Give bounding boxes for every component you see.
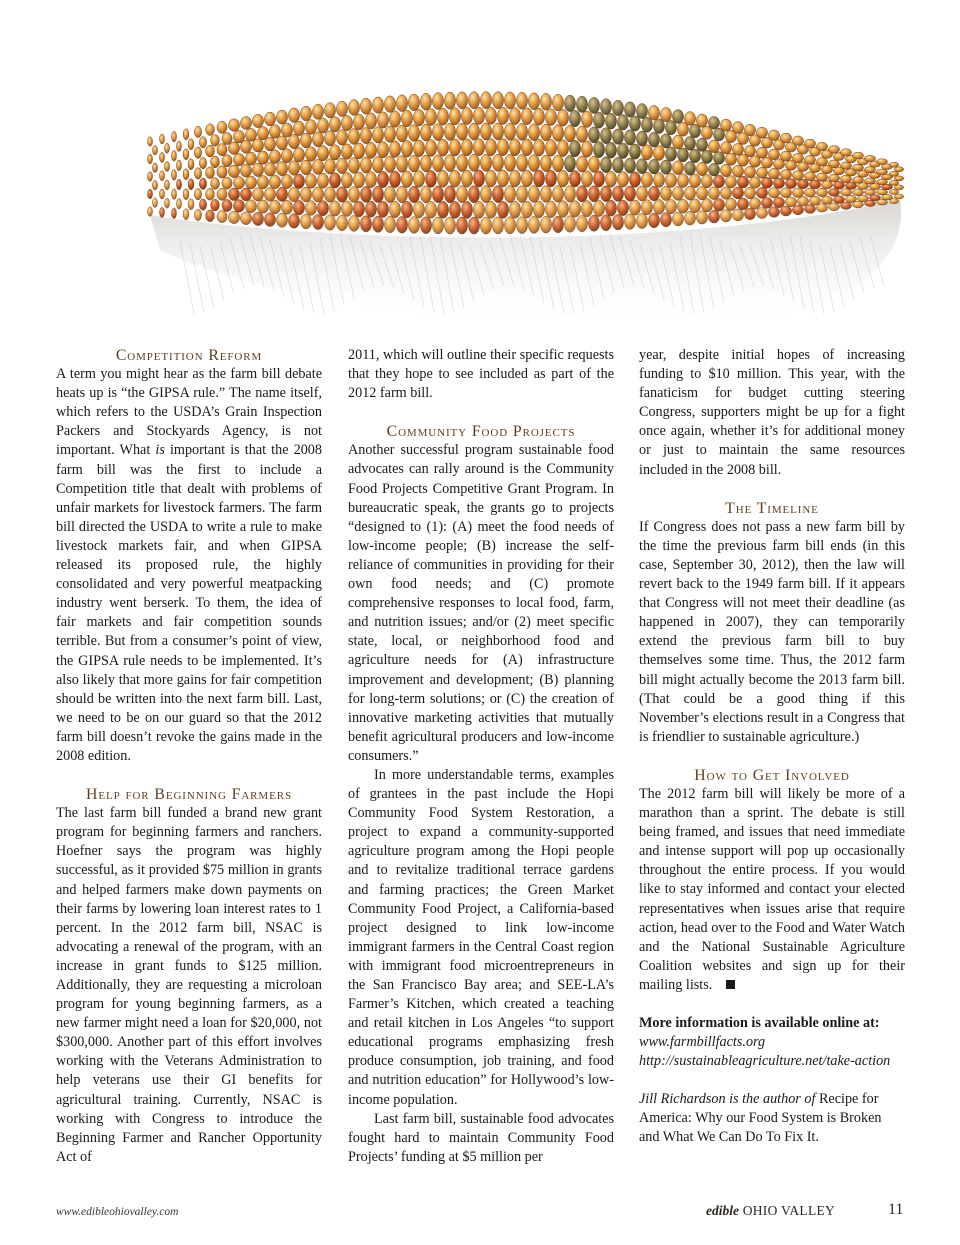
competition-text-b: important is that the 2008 farm bill was the first to include a Competition title that dealt with problems of unfair markets for livestock farmers. The farm bill directed the USDA to write a rule to make livestock markets fair, and when GIPSA released its proposed rule, the highly consolidated and very powerful meatpacking industry went berserk. To them, the idea of fair markets and fair competition sounds terrible. But from a consumer’s point of view, the GIPSA rule needs to be implemented. It’s also likely that more gains for fair competition should be written into the next farm bill. Last, we need to be on our guard so that the 2012 farm bill doesn’t revoke the gains made in the 2008 edition. xyxy=(56,442,322,764)
footer-website-url[interactable]: www.edibleohiovalley.com xyxy=(56,1206,179,1218)
author-bio-book: Recipe for America: Why our Food System is Broken and What We Can Do To Fix It. xyxy=(639,1091,882,1146)
column-3 xyxy=(639,346,905,1148)
competition-text-a: A term you might hear as the farm bill debate heats up is “the GIPSA rule.” The name itself, which refers to the USDA’s Grain Inspection Packers and Stockyards Agency, is not important. What xyxy=(56,366,322,459)
corn-cob-illustration xyxy=(0,0,960,340)
timeline-paragraph: If Congress does not pass a new farm bill by the time the previous farm bill ends (in this case, September 30, 2012), then the law will revert back to the 1949 farm bill. If it appears that Congress will not meet their deadline (as happened in 2007), they can temporarily extend the previous farm bill to buy themselves some time. Thus, the 2012 farm bill might actually become the 2013 farm bill. (That could be a good thing if this November’s elections result in a Congress that is friendlier to sustainable agriculture.) xyxy=(639,518,905,745)
footer-edible-word: edible xyxy=(706,1203,739,1218)
footer-magazine-name xyxy=(706,1203,835,1219)
heading-get-involved: How to Get Involved xyxy=(694,766,850,784)
link-farmbillfacts[interactable]: www.farmbillfacts.org xyxy=(639,1034,766,1051)
competition-emphasis: is xyxy=(155,442,165,459)
beginning-paragraph: The last farm bill funded a brand new grant program for beginning farmers and ranchers. Hoefner says the program was highly successful, as it provided $75 million in grants and helped farmers make down payments on their farms by lowering loan interest rates to 1 percent. In the 2012 farm bill, NSAC is advocating a renewal of the program, with an increase in grant funds to $125 million. Additionally, they are requesting a microloan program for young beginning farmers, as a new farmer might need a loan for $20,000, not $300,000. Another part of this effort involves working with the Veterans Administration to help veterans use their GI benefits for agricultural training. Currently, NSAC is working with Congress to introduce the Beginning Farmer and Rancher Opportunity Act of xyxy=(56,805,322,1165)
continuation-paragraph: 2011, which will outline their specific requests that they hope to see included as part of the 2012 farm bill. xyxy=(348,347,614,402)
corn-kernels xyxy=(148,92,904,235)
involved-paragraph xyxy=(639,785,905,995)
end-of-article-mark xyxy=(726,980,735,989)
page-footer xyxy=(0,1198,960,1228)
more-info-heading: More information is available online at: xyxy=(639,1015,880,1031)
competition-paragraph xyxy=(56,365,322,766)
involved-text: The 2012 farm bill will likely be more of a marathon than a sprint. The debate is still being framed, and issues that need immediate and intense support will pop up occasionally throughout the entire process. If you would like to stay informed and contact your elected representatives when issues arise that require action, head over to the Food and Water Watch and the National Sustainable Agriculture Coalition websites and sign up for their mailing lists. xyxy=(639,785,905,993)
corn-cob-image xyxy=(0,0,960,340)
heading-beginning-farmers: Help for Beginning Farmers xyxy=(86,786,292,804)
link-sustainable-agriculture[interactable]: http://sustainableagriculture.net/take-action xyxy=(639,1053,891,1070)
author-bio xyxy=(639,1090,905,1147)
heading-community-food-projects: Community Food Projects xyxy=(386,423,576,441)
continuation-paragraph: year, despite initial hopes of increasing funding to $10 million. This year, with the fanaticism for budget cutting steering Congress, supporters might be up for a fight once again, whether it’s for additional money or just to maintain the same resources included in the 2008 bill. xyxy=(639,347,905,478)
heading-timeline: The Timeline xyxy=(725,499,819,517)
community-paragraph-3: Last farm bill, sustainable food advocates fought hard to maintain Community Food Projects’ funding at $5 million per xyxy=(348,1110,614,1165)
column-1 xyxy=(56,346,322,1167)
column-2 xyxy=(348,346,614,1167)
community-paragraph-1: Another successful program sustainable food advocates can rally around is the Community Food Projects Competitive Grant Program. In bureaucratic speak, the grants go to projects “designed to (1): (A) meet the food needs of low-income people; (B) increase the self-reliance of communities in providing for their own food needs; and (C) promote comprehensive responses to local food, farm, and nutrition issues; and/or (2) meet specific state, local, or neighborhood food and agriculture needs for (A) infrastructure improvement and development; (B) planning for long-term solutions; or (C) the creation of innovative marketing activities that mutually benefit agricultural producers and low-income consumers.” xyxy=(348,442,614,764)
community-paragraph-2: In more understandable terms, examples of grantees in the past include the Hopi Community Food System Restoration, a project to expand a community-supported agriculture program among the Hopi people and to revitalize traditional terrace gardens and farming practices; the Green Market Community Food Project, a California-based project designed to link low-income immigrant farmers in the Central Coast region with immigrant food microentrepreneurs in the San Francisco Bay area; and SEE-LA’s Farmer’s Kitchen, which created a teaching and retail kitchen in Los Angeles “to support educational programs emphasizing fresh produce consumption, job training, and food and nutrition education” for Hollywood’s low-income population. xyxy=(348,766,614,1108)
page-number: 11 xyxy=(888,1201,904,1218)
heading-competition-reform: Competition Reform xyxy=(115,347,263,364)
footer-region-name: OHIO VALLEY xyxy=(742,1203,836,1218)
author-bio-italic: Jill Richardson is the author of xyxy=(639,1091,816,1108)
